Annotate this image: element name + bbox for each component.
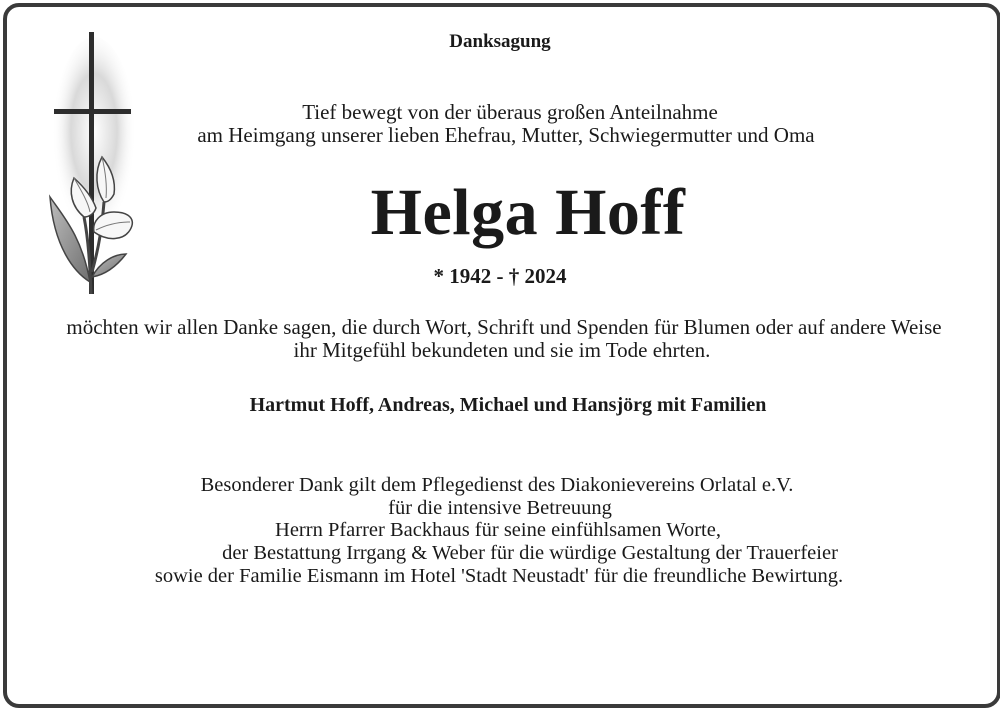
deceased-name: Helga Hoff [370,176,686,249]
thanks-line-1: möchten wir allen Danke sagen, die durch Wort, Schrift und Spenden für Blumen oder auf andere Weise [66,315,942,339]
special-thanks-line-1: Besonderer Dank gilt dem Pflegedienst des Diakonievereins Orlatal e.V. [200,474,794,496]
cross-with-calla-lilies-icon [44,32,144,298]
signers: Hartmut Hoff, Andreas, Michael und Hansjörg mit Familien [249,394,767,416]
thanks-line-2: ihr Mitgefühl bekundeten und sie im Tode ehrten. [293,338,711,362]
intro-line-2: am Heimgang unserer lieben Ehefrau, Mutter, Schwiegermutter und Oma [197,123,815,147]
special-thanks-line-3: Herrn Pfarrer Backhaus für seine einfühlsamen Worte, [275,519,721,541]
intro-line-1: Tief bewegt von der überaus großen Anteilnahme [302,100,718,124]
special-thanks-line-5: sowie der Familie Eismann im Hotel 'Stadt Neustadt' für die freundliche Bewirtung. [154,565,844,587]
heading: Danksagung [449,31,551,52]
life-dates: * 1942 - † 2024 [433,264,567,288]
special-thanks-line-4: der Bestattung Irrgang & Weber für die würdige Gestaltung der Trauerfeier [222,542,838,564]
special-thanks-line-2: für die intensive Betreuung [388,497,612,519]
